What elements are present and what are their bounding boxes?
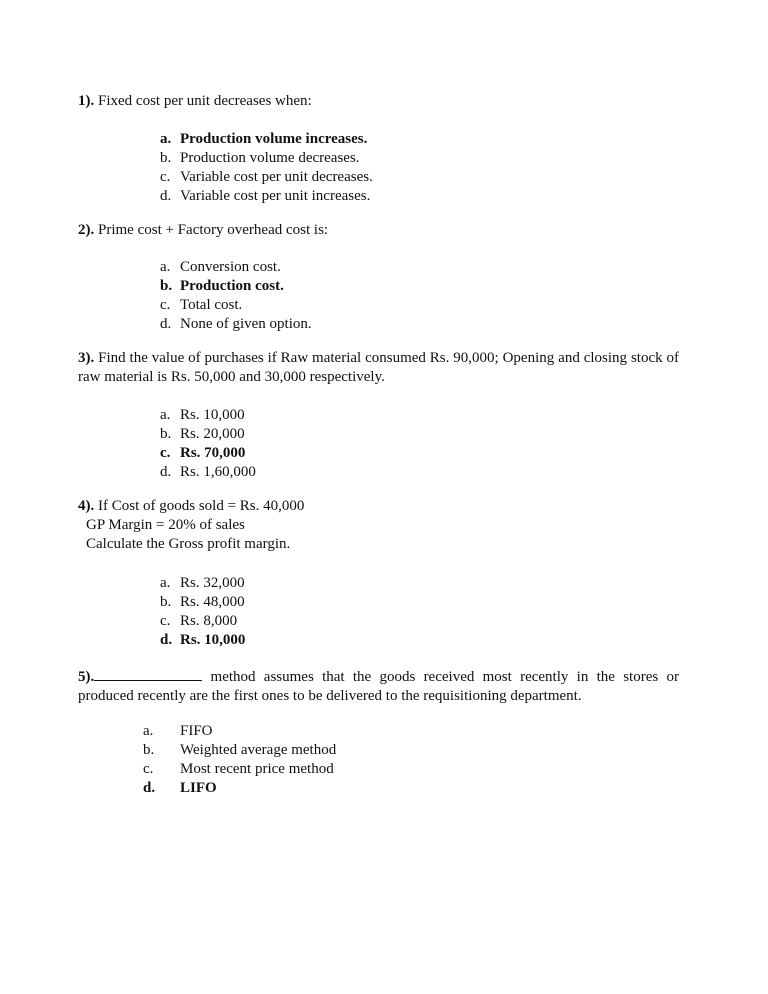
option-a xyxy=(160,406,256,425)
option-letter: a. xyxy=(160,259,171,275)
option-letter: a. xyxy=(143,723,154,739)
question-text xyxy=(78,497,678,516)
question-number: 4). xyxy=(78,498,95,514)
option-letter: c. xyxy=(143,761,154,777)
options-list xyxy=(160,258,312,334)
option-letter: d. xyxy=(160,632,173,648)
question-number: 3). xyxy=(78,350,95,366)
question-2 xyxy=(78,221,678,240)
options-list xyxy=(160,406,256,482)
option-text: LIFO xyxy=(180,780,217,796)
option-text: Rs. 48,000 xyxy=(180,594,245,610)
option-text: Variable cost per unit decreases. xyxy=(180,169,373,185)
option-a xyxy=(160,258,312,277)
option-a xyxy=(143,722,336,741)
option-text: Rs. 10,000 xyxy=(180,632,246,648)
question-body: If Cost of goods sold = Rs. 40,000 xyxy=(94,498,305,514)
question-number: 1). xyxy=(78,93,95,109)
option-text: Rs. 20,000 xyxy=(180,426,245,442)
question-3 xyxy=(78,349,679,387)
question-body: Find the value of purchases if Raw material consumed Rs. 90,000; Opening and closing stock of raw material is Rs. 50,000 and 30,000 respectively. xyxy=(78,350,679,385)
option-text: Production cost. xyxy=(180,278,284,294)
option-c xyxy=(143,760,336,779)
option-d xyxy=(160,187,373,206)
option-letter: a. xyxy=(160,575,171,591)
question-body: Prime cost + Factory overhead cost is: xyxy=(94,222,329,238)
option-letter: d. xyxy=(143,780,156,796)
option-letter: b. xyxy=(143,742,155,758)
question-5 xyxy=(78,666,679,706)
option-letter: a. xyxy=(160,131,172,147)
option-letter: d. xyxy=(160,464,172,480)
option-letter: b. xyxy=(160,278,173,294)
question-line: GP Margin = 20% of sales xyxy=(86,517,245,533)
option-c xyxy=(160,444,256,463)
option-c xyxy=(160,168,373,187)
option-text: Variable cost per unit increases. xyxy=(180,188,371,204)
option-text: Most recent price method xyxy=(180,761,334,777)
question-1 xyxy=(78,92,678,111)
question-text xyxy=(78,221,678,240)
question-text xyxy=(78,666,679,706)
options-list xyxy=(143,722,336,798)
option-b xyxy=(160,149,373,168)
options-list xyxy=(160,574,245,650)
question-number: 5). xyxy=(78,669,95,685)
option-c xyxy=(160,296,312,315)
option-text: Rs. 10,000 xyxy=(180,407,245,423)
option-letter: c. xyxy=(160,297,171,313)
option-d xyxy=(160,631,245,650)
option-letter: b. xyxy=(160,150,172,166)
option-d xyxy=(143,779,336,798)
option-letter: b. xyxy=(160,594,172,610)
option-text: Production volume increases. xyxy=(180,131,368,147)
question-number: 2). xyxy=(78,222,95,238)
options-list xyxy=(160,130,373,206)
question-text xyxy=(78,349,679,387)
question-4 xyxy=(78,497,678,554)
question-line: Calculate the Gross profit margin. xyxy=(86,536,291,552)
option-text: Weighted average method xyxy=(180,742,337,758)
question-text xyxy=(78,92,678,111)
question-body: Fixed cost per unit decreases when: xyxy=(94,93,312,109)
option-text: FIFO xyxy=(180,723,213,739)
option-text: None of given option. xyxy=(180,316,312,332)
option-letter: c. xyxy=(160,445,171,461)
option-c xyxy=(160,612,245,631)
option-letter: d. xyxy=(160,316,172,332)
option-d xyxy=(160,315,312,334)
option-letter: c. xyxy=(160,169,171,185)
option-text: Production volume decreases. xyxy=(180,150,360,166)
option-b xyxy=(160,593,245,612)
option-text: Rs. 8,000 xyxy=(180,613,238,629)
option-text: Rs. 70,000 xyxy=(180,445,246,461)
option-letter: d. xyxy=(160,188,172,204)
option-text: Total cost. xyxy=(180,297,243,313)
option-b xyxy=(160,277,312,296)
option-letter: c. xyxy=(160,613,171,629)
option-letter: a. xyxy=(160,407,171,423)
option-d xyxy=(160,463,256,482)
option-letter: b. xyxy=(160,426,172,442)
option-text: Conversion cost. xyxy=(180,259,281,275)
option-a xyxy=(160,574,245,593)
option-b xyxy=(143,741,336,760)
question-body: method assumes that the goods received most recently in the stores or produced recently are the first ones to be delivered to the requisitioning department. xyxy=(78,669,679,704)
answer-blank xyxy=(94,666,202,681)
option-b xyxy=(160,425,256,444)
option-text: Rs. 32,000 xyxy=(180,575,245,591)
option-a xyxy=(160,130,373,149)
option-text: Rs. 1,60,000 xyxy=(180,464,256,480)
